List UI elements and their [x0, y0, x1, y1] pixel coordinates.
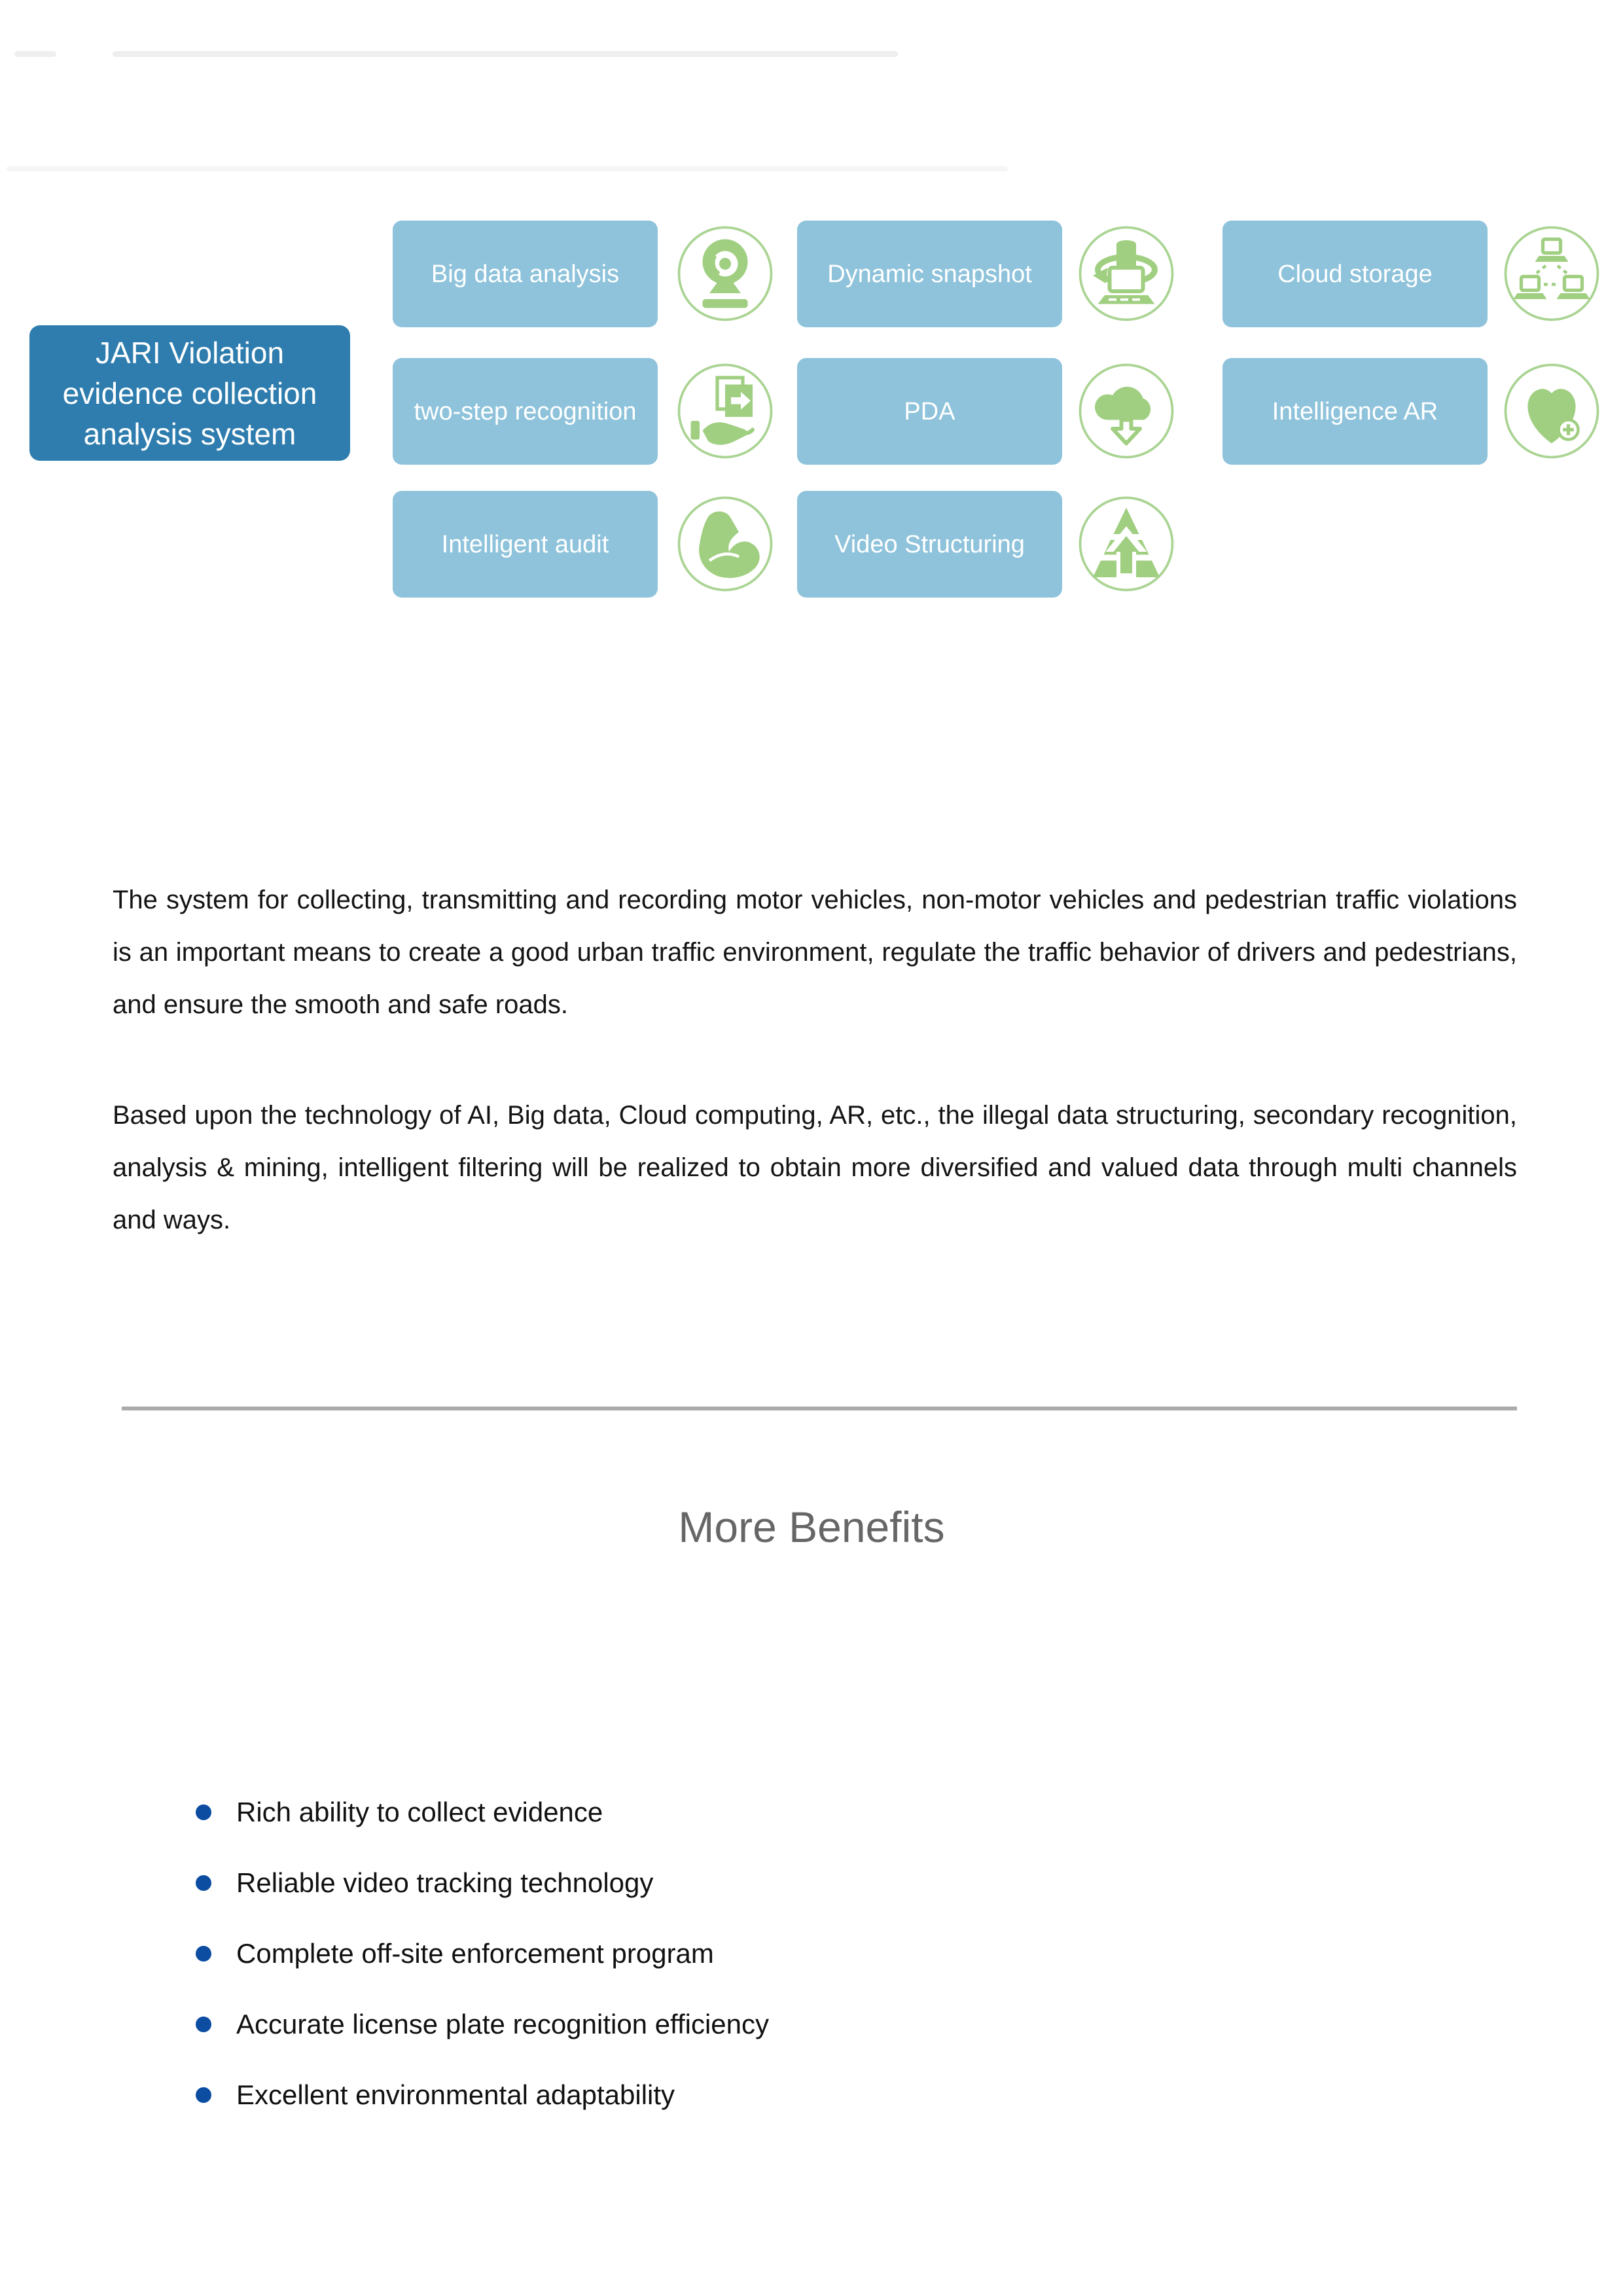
- feature-box-label: PDA: [904, 397, 955, 425]
- feature-box-pda: [797, 358, 1062, 465]
- faint-header-artifact: [7, 166, 1008, 171]
- cloud-download-icon: [1077, 362, 1175, 460]
- feature-box-big-data-analysis: [393, 221, 658, 327]
- pyramid-up-arrow-icon: [1077, 495, 1175, 593]
- feature-box-intelligent-audit: [393, 491, 658, 598]
- feature-box-label: Intelligent audit: [441, 530, 609, 558]
- bullet-icon: [196, 2017, 211, 2032]
- benefit-label: Excellent environmental adaptability: [236, 2079, 675, 2110]
- feature-box-label: Dynamic snapshot: [827, 260, 1032, 288]
- intro-paragraph-1: The system for collecting, transmitting and recording motor vehicles, non-motor vehicles and pedestrian traffic violations is an important means to create a good urban traffic environment, regulate the traffic behavior of drivers and pedestrians, and ensure the smooth and safe roads.: [113, 886, 1517, 1019]
- feature-box-intelligence-ar: [1222, 358, 1488, 465]
- feature-box-label: Intelligence AR: [1272, 397, 1438, 425]
- computer-network-icon: [1503, 224, 1601, 323]
- bullet-icon: [196, 1875, 211, 1891]
- benefits-list: [196, 1777, 769, 2130]
- muscle-arm-icon: [676, 495, 774, 593]
- section-divider: [122, 1407, 1517, 1410]
- benefit-item: [196, 2060, 769, 2130]
- benefit-label: Accurate license plate recognition efficiency: [236, 2009, 770, 2039]
- data-sync-projector-icon: [1077, 224, 1175, 323]
- webcam-icon: [676, 224, 774, 323]
- benefit-label: Rich ability to collect evidence: [236, 1797, 603, 1827]
- intro-paragraph-2: Based upon the technology of AI, Big data, Cloud computing, AR, etc., the illegal data structuring, secondary recognition, analysis & mining, intelligent filtering will be realized to obtain more diversified and valued data through multi channels and ways.: [113, 1101, 1517, 1234]
- bullet-icon: [196, 1946, 211, 1962]
- feature-box-label: two-step recognition: [414, 397, 637, 425]
- feature-box-two-step-recognition: [393, 358, 658, 465]
- faint-header-artifact: [113, 51, 898, 57]
- heart-plus-icon: [1503, 362, 1601, 460]
- feature-box-label: Big data analysis: [431, 260, 620, 288]
- feature-box-label: Video Structuring: [834, 530, 1025, 558]
- hand-document-icon: [676, 362, 774, 460]
- feature-box-label: Cloud storage: [1277, 260, 1433, 288]
- feature-box-video-structuring: [797, 491, 1062, 598]
- benefit-item: [196, 1918, 769, 1989]
- benefit-label: Complete off-site enforcement program: [236, 1938, 714, 1969]
- root-system-box: [29, 325, 350, 461]
- benefits-heading: More Benefits: [678, 1503, 945, 1551]
- root-box-line: analysis system: [83, 416, 296, 451]
- faint-header-artifact: [14, 51, 56, 57]
- root-box-line: JARI Violation: [95, 335, 285, 370]
- feature-box-dynamic-snapshot: [797, 221, 1062, 327]
- root-box-line: evidence collection: [62, 376, 317, 410]
- benefit-item: [196, 1848, 769, 1918]
- feature-box-cloud-storage: [1222, 221, 1488, 327]
- benefit-item: [196, 1989, 769, 2060]
- bullet-icon: [196, 2087, 211, 2103]
- benefit-item: [196, 1777, 769, 1848]
- bullet-icon: [196, 1804, 211, 1820]
- benefit-label: Reliable video tracking technology: [236, 1867, 654, 1898]
